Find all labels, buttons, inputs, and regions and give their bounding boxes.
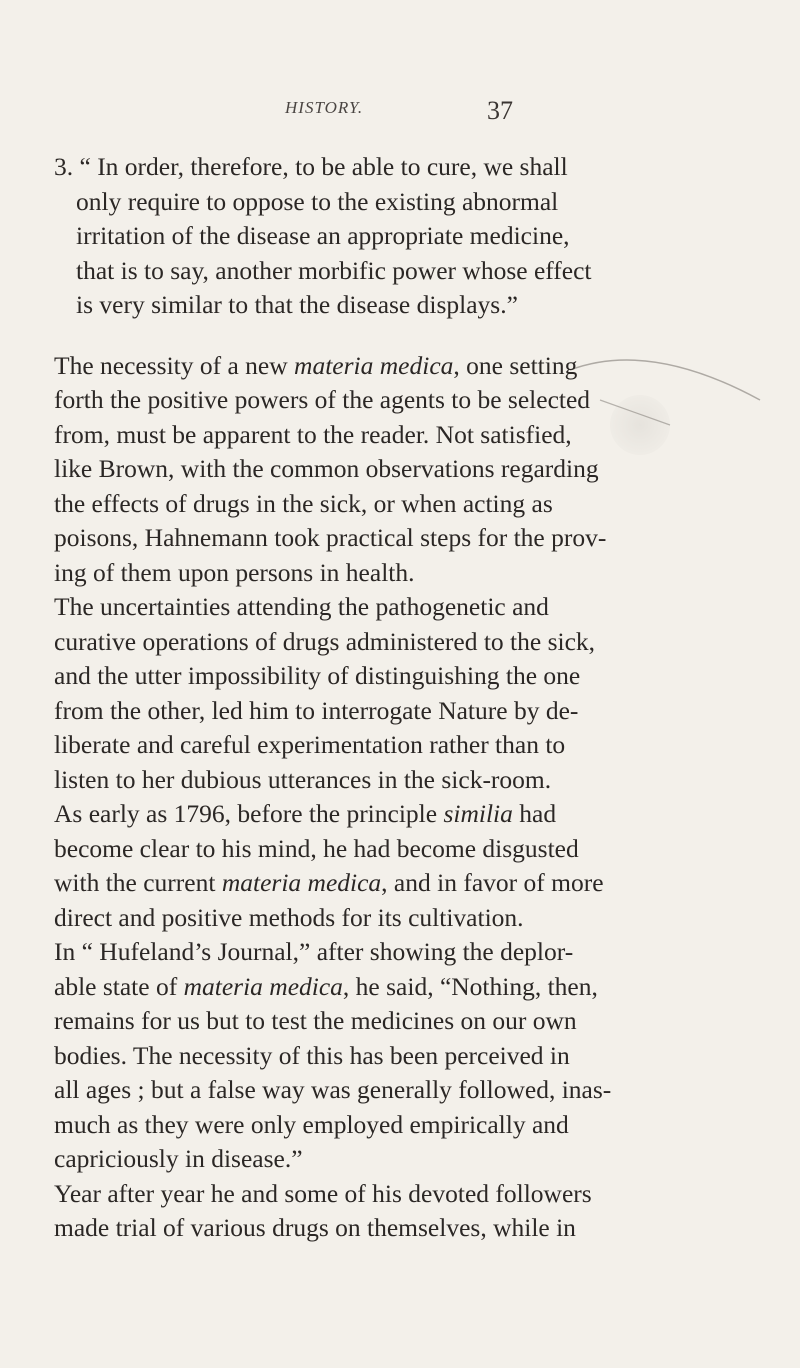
text-line: poisons, Hahnemann took practical steps for the prov- (54, 523, 607, 552)
text-line: irritation of the disease an appropriate medicine, (76, 221, 570, 250)
text-line: able state of materia medica, he said, “Nothing, then, (54, 971, 598, 1001)
text-line: listen to her dubious utterances in the sick-room. (54, 764, 552, 794)
paragraph-materia-medica (54, 349, 754, 591)
body-text (54, 150, 754, 1246)
text-line: Year after year he and some of his devoted followers (54, 1178, 592, 1208)
paragraph-quote (54, 150, 754, 323)
text-line: and the utter impossibility of distinguishing the one (54, 661, 581, 690)
text-line: become clear to his mind, he had become disgusted (54, 833, 579, 863)
text-line: remains for us but to test the medicines on our own (54, 1006, 577, 1035)
text-line: curative operations of drugs administered to the sick, (54, 626, 596, 656)
text-line: from, must be apparent to the reader. Not satisfied, (54, 419, 572, 449)
text-line: ing of them upon persons in health. (54, 557, 415, 587)
text-line: bodies. The necessity of this has been perceived in (54, 1040, 570, 1070)
paragraph-year-after-year (54, 1177, 754, 1246)
text-line: liberate and careful experimentation rather than to (54, 730, 566, 759)
paragraph-uncertainties (54, 590, 754, 797)
text-line: The necessity of a new materia medica, one setting (54, 350, 578, 380)
text-line: The uncertainties attending the pathogenetic and (54, 592, 549, 621)
text-line: all ages ; but a false way was generally followed, inas- (54, 1075, 612, 1104)
text-line: 3. “ In order, therefore, to be able to cure, we shall (54, 152, 568, 181)
text-line: forth the positive powers of the agents to be selected (54, 385, 591, 414)
text-line: capriciously in disease.” (54, 1144, 303, 1173)
text-line: direct and positive methods for its cultivation. (54, 902, 524, 932)
text-line: made trial of various drugs on themselves, while in (54, 1213, 576, 1242)
page-number: 37 (487, 96, 513, 125)
paragraph-hufeland (54, 935, 754, 1177)
text-line: with the current materia medica, and in favor of more (54, 868, 604, 897)
text-line: As early as 1796, before the principle similia had (54, 799, 557, 828)
text-line: only require to oppose to the existing abnormal (76, 186, 559, 216)
text-line: In “ Hufeland’s Journal,” after showing the deplor- (54, 937, 574, 966)
text-line: the effects of drugs in the sick, or when acting as (54, 488, 553, 518)
paragraph-1796 (54, 797, 754, 935)
text-line: is very similar to that the disease displays.” (76, 290, 518, 319)
running-title: HISTORY. (285, 98, 364, 117)
text-line: from the other, led him to interrogate Nature by de- (54, 695, 579, 725)
text-line: much as they were only employed empirically and (54, 1109, 569, 1139)
text-line: that is to say, another morbific power whose effect (76, 255, 592, 285)
text-line: like Brown, with the common observations regarding (54, 454, 599, 483)
paragraph-gap (54, 323, 754, 349)
page-header (0, 96, 800, 136)
